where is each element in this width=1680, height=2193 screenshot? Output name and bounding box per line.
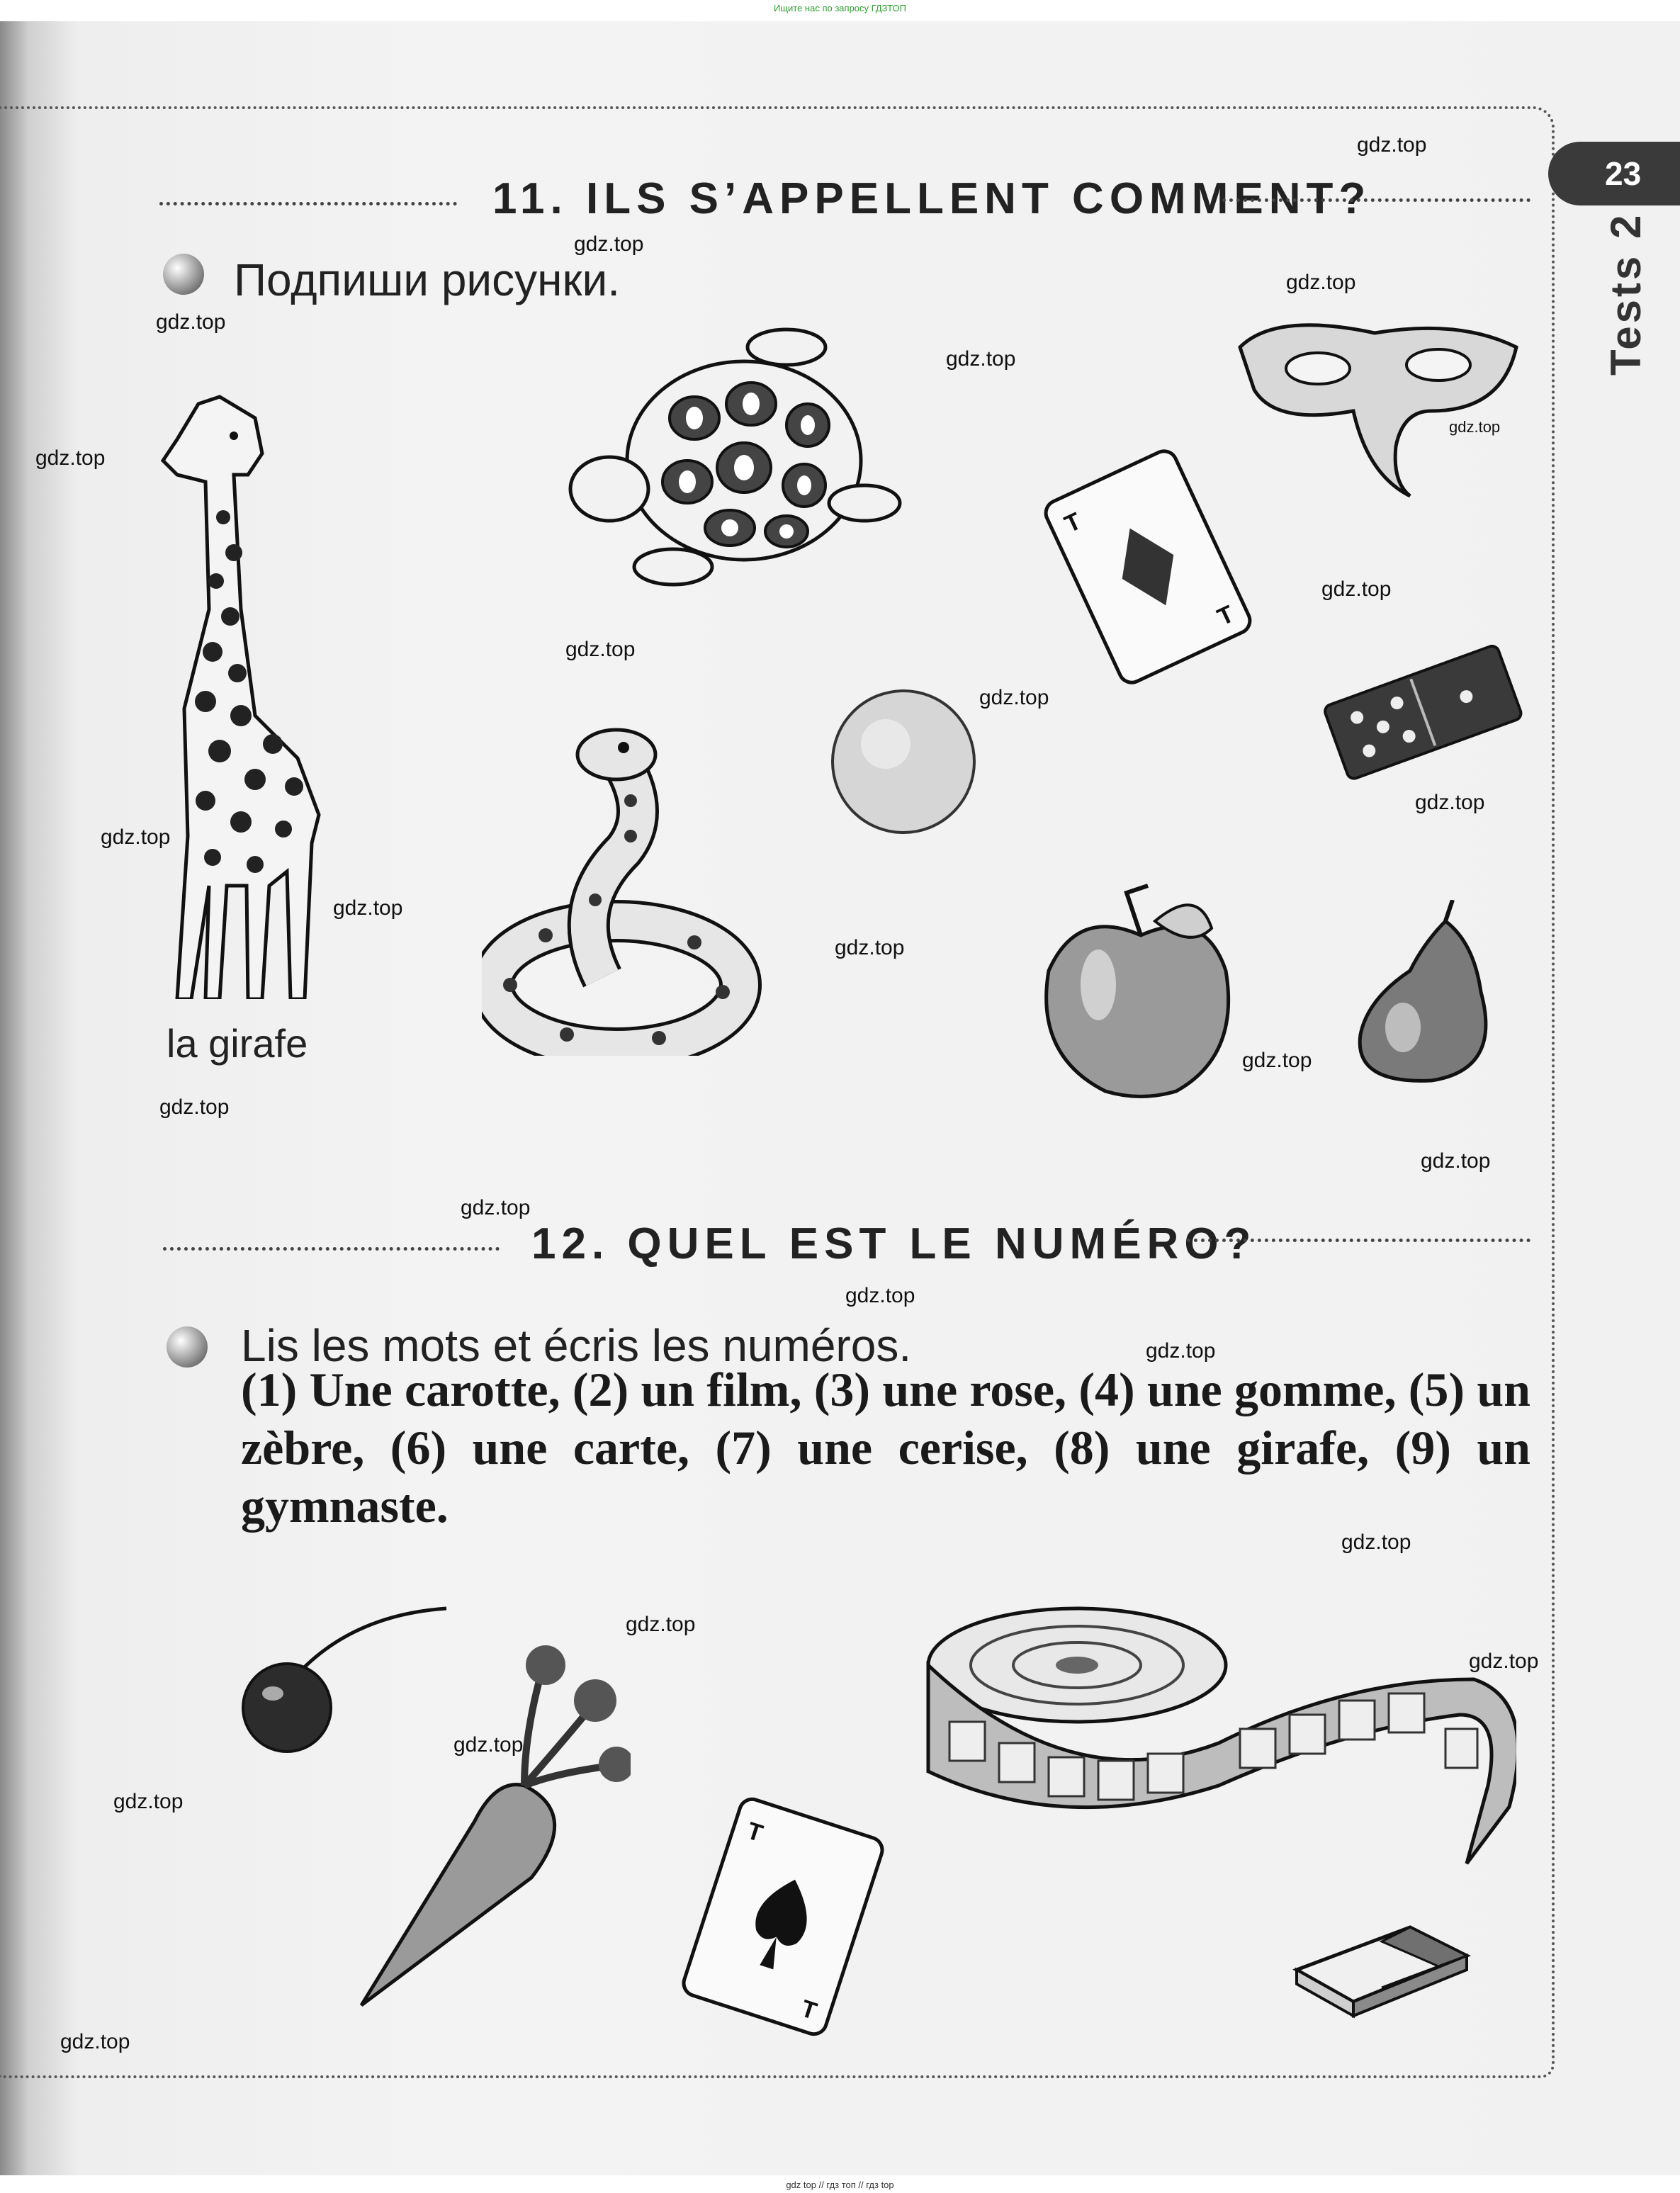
svg-text:T: T: [1213, 600, 1239, 631]
title-rule-right-2: [1187, 1239, 1530, 1242]
watermark: gdz.top: [1415, 791, 1485, 814]
watermark: gdz.top: [1469, 1650, 1539, 1673]
watermark: gdz.top: [101, 825, 171, 849]
watermark: gdz.top: [565, 638, 636, 661]
ball-illustration: [829, 687, 978, 836]
giraffe-illustration: [156, 376, 361, 999]
watermark: gdz.top: [461, 1196, 531, 1219]
turtle-illustration: [567, 326, 907, 595]
watermark: gdz.top: [113, 1790, 184, 1813]
watermark: gdz.top: [946, 347, 1016, 371]
bullet-icon-2: [167, 1326, 208, 1368]
mask-illustration: [1233, 305, 1523, 503]
watermark: gdz.top: [1357, 133, 1427, 157]
watermark: gdz.top: [1242, 1049, 1312, 1072]
snake-illustration: [482, 723, 765, 1056]
top-banner: Ищите нас по запросу ГДЗТОП: [773, 3, 906, 13]
watermark: gdz.top: [1321, 577, 1392, 601]
exercise-12-instruction: Lis les mots et écris les numéros.: [241, 1320, 912, 1371]
exercise-11-instruction: Подпиши рисунки.: [234, 254, 621, 305]
bullet-icon: [163, 254, 204, 295]
svg-text:T: T: [797, 1995, 821, 2025]
title-rule-right: [1222, 198, 1530, 202]
watermark: gdz.top: [453, 1733, 524, 1757]
watermark: gdz.top: [979, 686, 1049, 709]
watermark: gdz.top: [835, 936, 905, 959]
spade-card-illustration: [666, 1793, 900, 2041]
svg-text:T: T: [743, 1817, 767, 1848]
example-answer: la girafe: [167, 1021, 308, 1066]
watermark: gdz.top: [1341, 1530, 1411, 1554]
title-rule-left-2: [163, 1247, 500, 1251]
film-reel-illustration: [921, 1601, 1516, 1885]
watermark: gdz.top: [35, 446, 106, 470]
watermark: gdz.top: [1421, 1149, 1491, 1173]
domino-illustration: [1318, 638, 1530, 794]
exercise-11-title: 11. ILS S’APPELLENT COMMENT?: [492, 174, 1372, 223]
watermark: gdz.top: [1146, 1339, 1216, 1363]
word-list: (1) Une carotte, (2) un film, (3) une rose, (4) une gomme, (5) un zèbre, (6) une carte, (7) une cerise, (8) une girafe, (9) un gymnaste.: [241, 1363, 1530, 1533]
bottom-banner: gdz top // гдз топ // гдз top: [786, 2180, 894, 2190]
watermark: gdz.top: [159, 1095, 230, 1119]
exercise-12-title: 12. QUEL EST LE NUMÉRO?: [531, 1219, 1257, 1268]
pear-illustration: [1346, 900, 1509, 1091]
watermark: gdz.top: [1286, 271, 1356, 294]
svg-text:T: T: [1060, 507, 1086, 539]
diamond-card-illustration: [1020, 446, 1275, 687]
watermark: gdz.top: [60, 2030, 130, 2053]
watermark: gdz.top: [1449, 418, 1501, 436]
eraser-illustration: [1282, 1913, 1481, 2019]
carrot-illustration: [347, 1644, 631, 2012]
apple-illustration: [1035, 879, 1247, 1105]
title-rule-left: [159, 202, 457, 205]
page-number: 23: [1548, 142, 1680, 205]
watermark: gdz.top: [574, 232, 644, 256]
watermark: gdz.top: [845, 1284, 915, 1307]
watermark: gdz.top: [626, 1613, 696, 1636]
watermark: gdz.top: [156, 310, 226, 334]
watermark: gdz.top: [333, 896, 403, 920]
side-tab: [1601, 212, 1658, 418]
side-tab-label: Tests 2: [1602, 212, 1650, 376]
